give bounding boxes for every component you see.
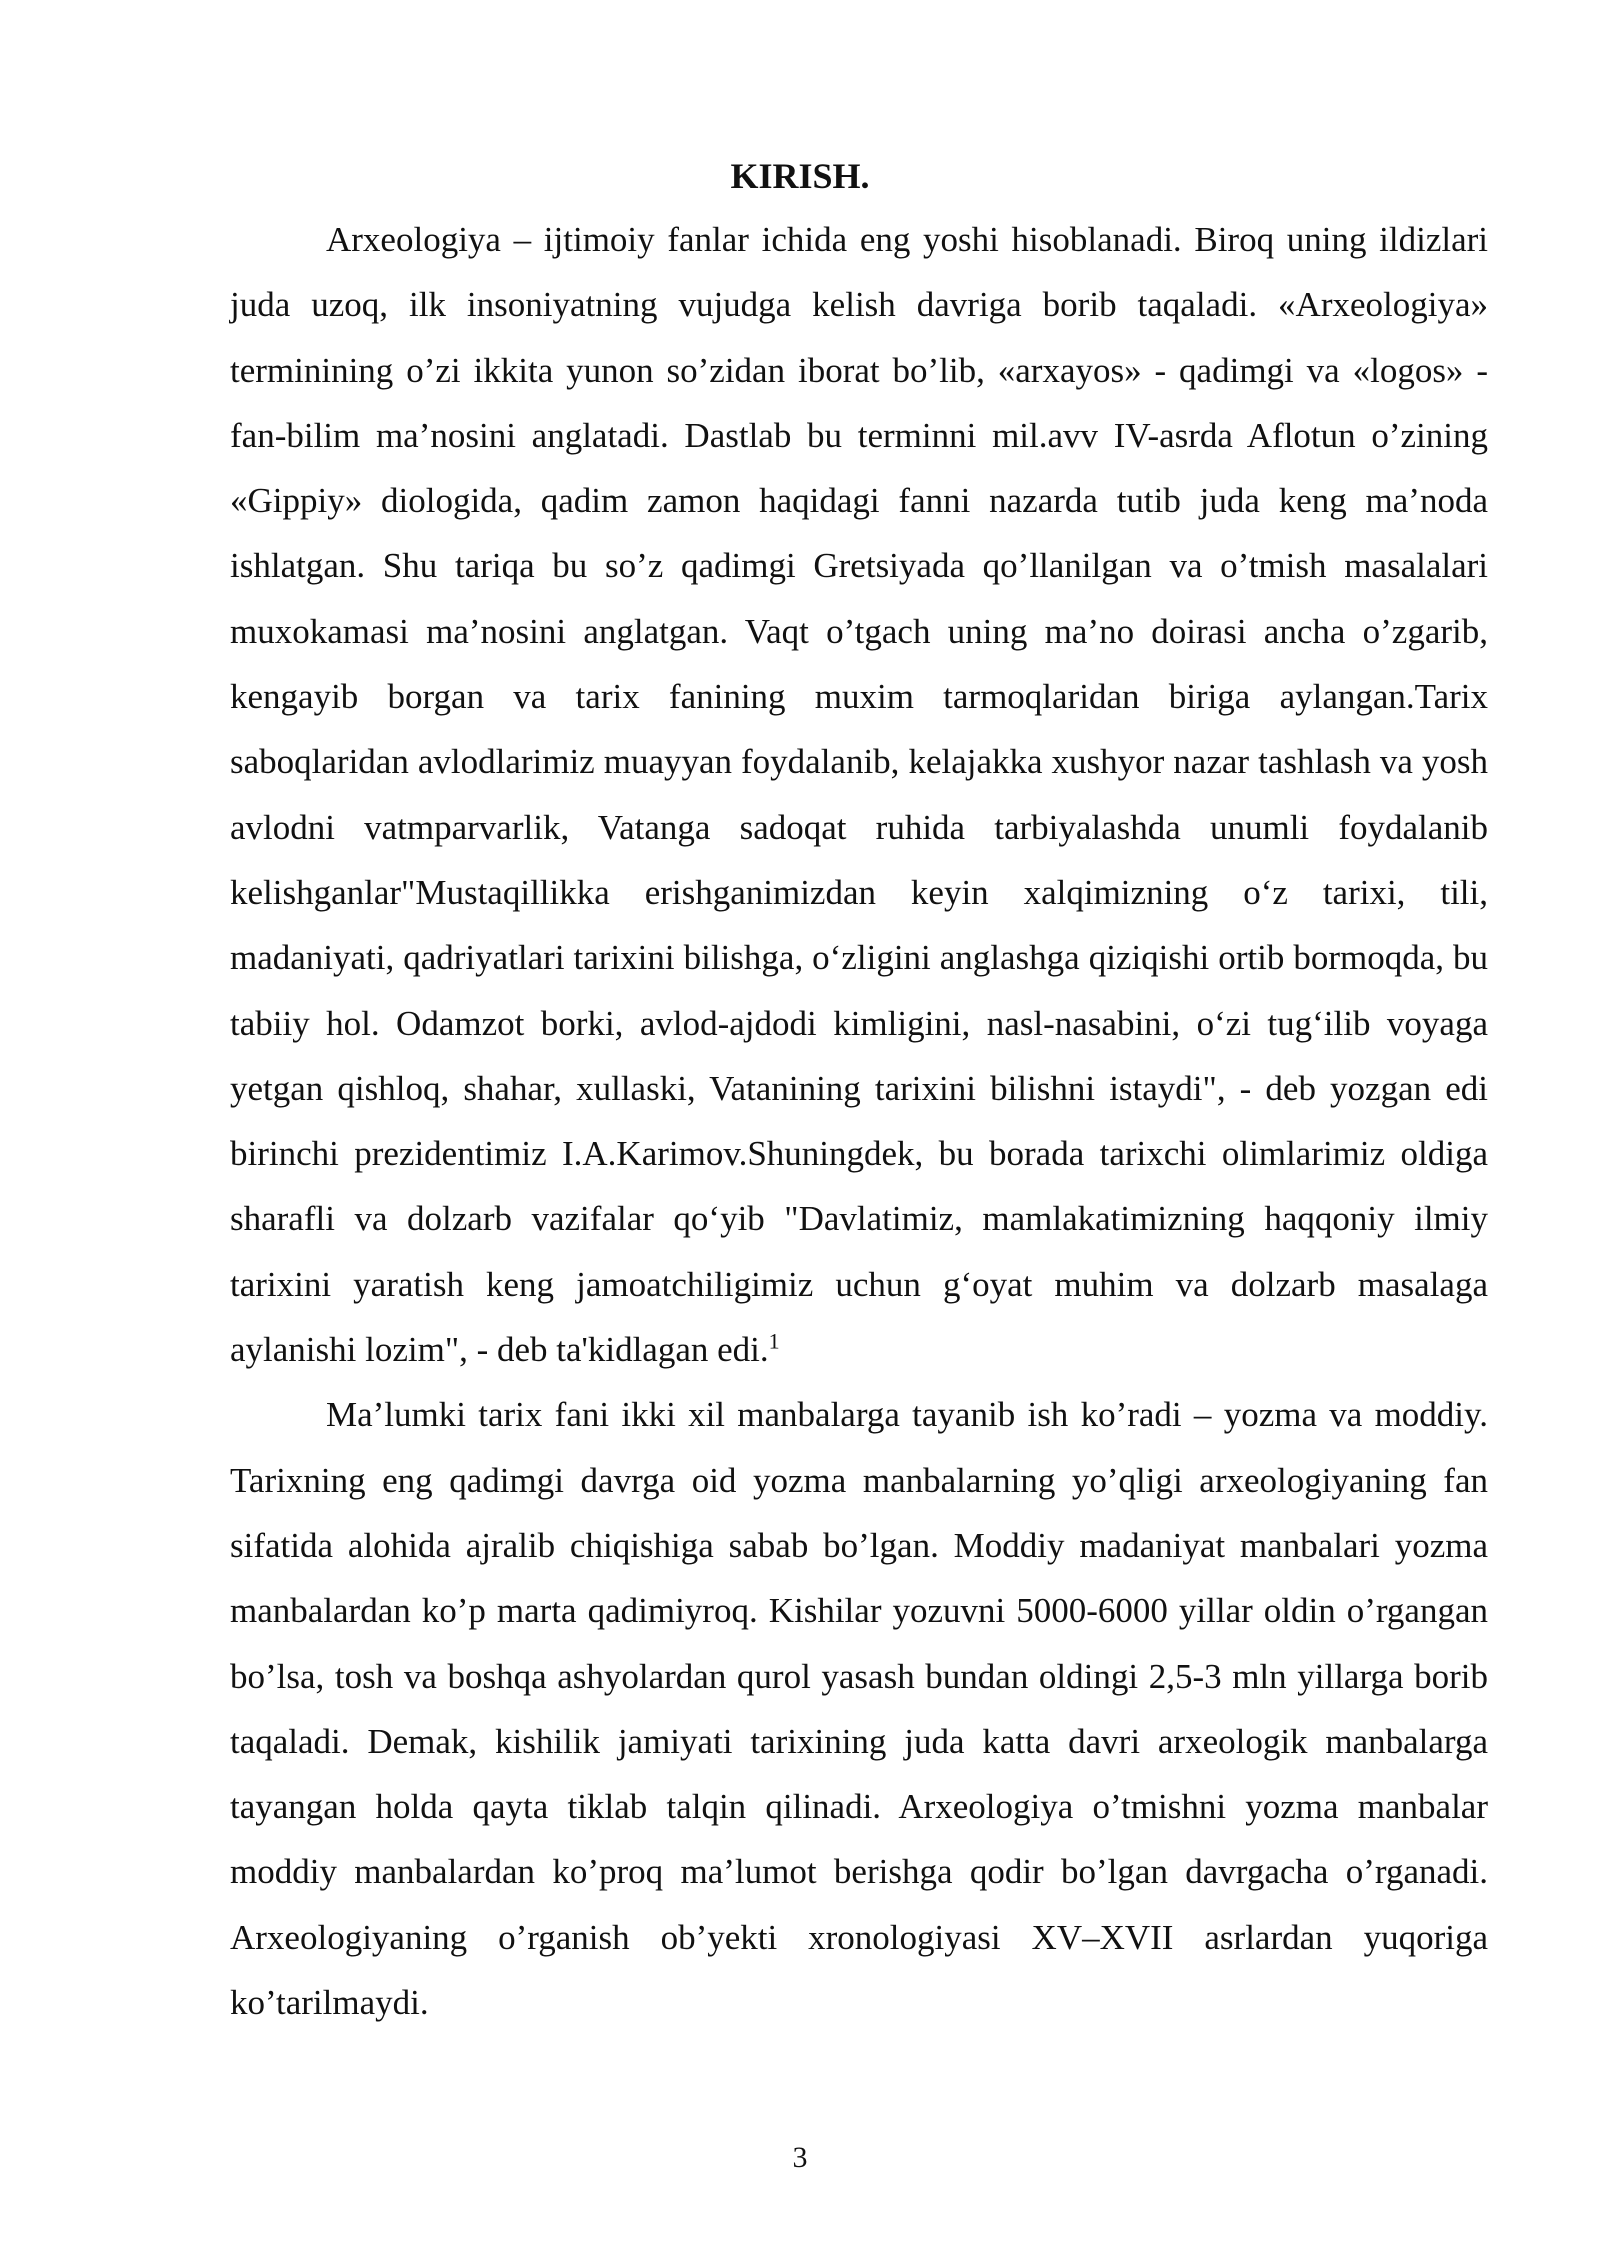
paragraph-text: Ma’lumki tarix fani ikki xil manbalarga tayanib ish ko’radi – yozma va moddiy. Tarixning eng qadimgi davrga oid yozma manbalarning yo’qligi arxeologiyaning fan sifatida alohida ajralib chiqishiga sabab bo’lgan. Moddiy madaniyat manbalari yozma manbalardan ko’p marta qadimiyroq. Kishilar yozuvni 5000-6000 yillar oldin o’rgangan bo’lsa, tosh va boshqa ashyolardan qurol yasash bundan oldingi 2,5-3 mln yillarga borib taqaladi. Demak, kishilik jamiyati tarixining juda katta davri arxeologik manbalarga tayangan holda qayta tiklab talqin qilinadi. Arxeologiya o’tmishni yozma manbalar moddiy manbalardan ko’proq ma’lumot berishga qodir bo’lgan davrgacha o’rganadi. Arxeologiyaning o’rganish ob’yekti xronologiyasi XV–XVII asrlardan yuqoriga ko’tarilmaydi. (230, 1395, 1488, 2023)
body-text (230, 207, 1488, 2035)
paragraph (230, 1382, 1488, 2035)
paragraph (230, 207, 1488, 1382)
footnote-reference[interactable]: 1 (768, 1328, 780, 1354)
page-number: 3 (792, 2141, 808, 2174)
page-title: KIRISH. (730, 156, 870, 196)
paragraph-text: Arxeologiya – ijtimoiy fanlar ichida eng yoshi hisoblanadi. Biroq uning ildizlari juda uzoq, ilk insoniyatning vujudga kelish davriga borib taqaladi. «Arxeologiya» terminining o’zi ikkita yunon so’zidan iborat bo’lib, «arxayos» - qadimgi va «logos» - fan-bilim ma’nosini anglatadi. Dastlab bu terminni mil.avv IV-asrda Aflotun o’zining «Gippiy» diologida, qadim zamon haqidagi fanni nazarda tutib juda keng ma’noda ishlatgan. Shu tariqa bu so’z qadimgi Gretsiyada qo’llanilgan va o’tmish masalalari muxokamasi ma’nosini anglatgan. Vaqt o’tgach uning ma’no doirasi ancha o’zgarib, kengayib borgan va tarix fanining muxim tarmoqlaridan biriga aylangan.Tarix saboqlaridan avlodlarimiz muayyan foydalanib, kelajakka xushyor nazar tashlash va yosh avlodni vatmparvarlik, Vatanga sadoqat ruhida tarbiyalashda unumli foydalanib kelishganlar"Mustaqillikka erishganimizdan keyin xalqimizning o‘z tarixi, tili, madaniyati, qadriyatlari tarixini bilishga, o‘zligini anglashga qiziqishi ortib bormoqda, bu tabiiy hol. Odamzot borki, avlod-ajdodi kimligini, nasl-nasabini, o‘zi tug‘ilib voyaga yetgan qishloq, shahar, xullaski, Vatanining tarixini bilishni istaydi", - deb yozgan edi birinchi prezidentimiz I.A.Karimov.Shuningdek, bu borada tarixchi olimlarimiz oldiga sharafli va dolzarb vazifalar qo‘yib "Davlatimiz, mamlakatimizning haqqoniy ilmiy tarixini yaratish keng jamoatchiligimiz uchun g‘oyat muhim va dolzarb masalaga aylanishi lozim", - deb ta'kidlagan edi. (230, 220, 1488, 1370)
